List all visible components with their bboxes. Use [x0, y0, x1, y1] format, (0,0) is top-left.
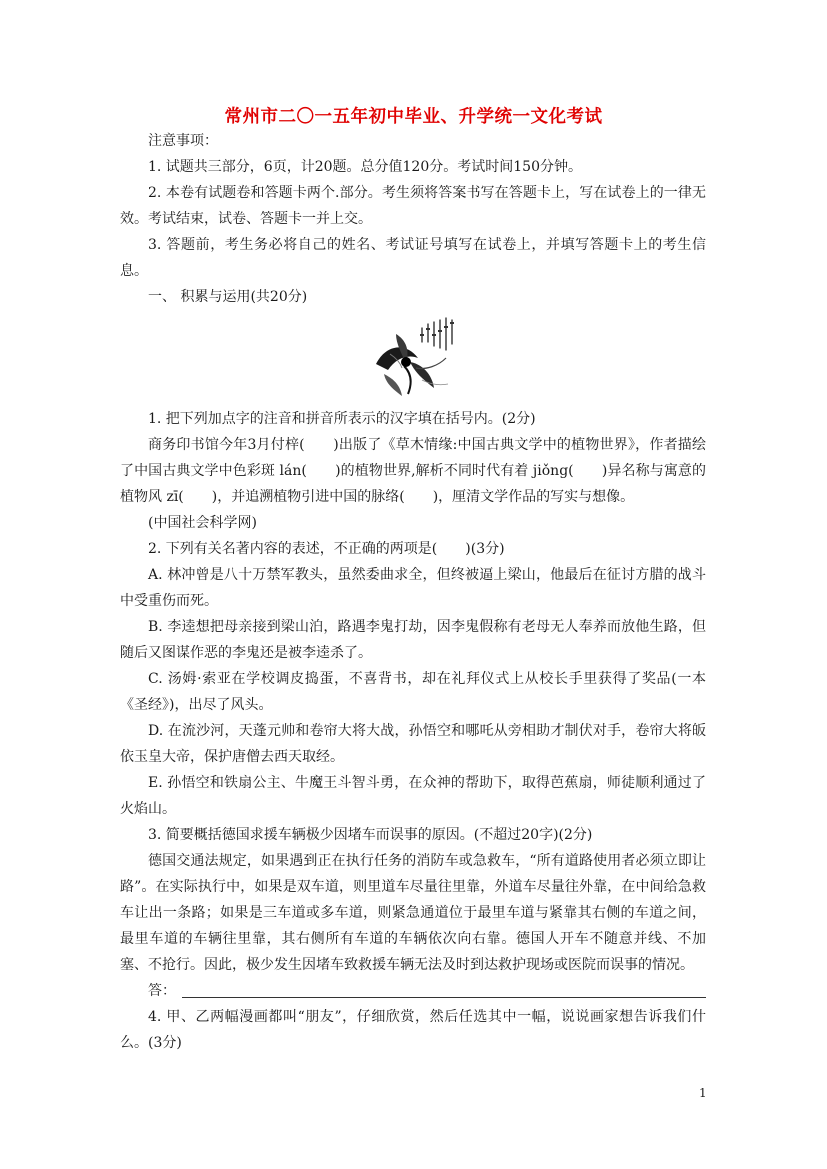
ink-painting-lotus-icon [366, 314, 460, 400]
question-3-stem: 3. 简要概括德国求援车辆极少因堵车而误事的原因。(不超过20字)(2分) [148, 827, 593, 843]
question-3-passage: 德国交通法规定，如果遇到正在执行任务的消防车或急救车，“所有道路使用者必须立即让路”。在实际执行中，如果是双车道，则里道车尽量往里靠，外道车尽量往外靠，在中间给急救车让出一条路；如果是三车道或多车道，则紧急通道位于最里车道与紧靠其右侧的车道之间，最里车道的车辆往里靠，其右侧所有车道的车辆依次向右靠。德国人开车不随意并线、不加塞、不抢行。因此，极少发生因堵车致救援车辆无法及时到达救护现场或医院而误事的情况。 [120, 853, 706, 973]
notice-item: 1. 试题共三部分，6页，计20题。总分值120分。考试时间150分钟。 [148, 159, 582, 175]
question-1-stem: 1. 把下列加点字的注音和拼音所表示的汉字填在括号内。(2分) [148, 411, 536, 427]
question-1-body: 商务印书馆今年3月付梓( )出版了《草木情缘:中国古典文学中的植物世界》，作者描绘了中国古典文学中色彩斑 lán( )的植物世界,解析不同时代有着 jiǒng( )异名称与寓意的植物风 zī( )，并追溯植物引进中国的脉络( )，厘清文学作品的写实与想像。 [120, 437, 706, 505]
notice-item: 3. 答题前，考生务必将自己的姓名、考试证号填写在试卷上，并填写答题卡上的考生信息。 [120, 237, 706, 279]
notice-item: 2. 本卷有试题卷和答题卡两个.部分。考生须将答案书写在答题卡上，写在试卷上的一律无效。考试结束，试卷、答题卡一并上交。 [120, 185, 706, 227]
question-2-option: B. 李逵想把母亲接到梁山泊，路遇李鬼打劫，因李鬼假称有老母无人奉养而放他生路，但随后又图谋作恶的李鬼还是被李逵杀了。 [120, 619, 706, 661]
question-4-stem: 4. 甲、乙两幅漫画都叫“朋友”，仔细欣赏，然后任选其中一幅，说说画家想告诉我们什么。(3分) [120, 1009, 706, 1051]
question-3-answer-line[interactable] [120, 978, 706, 1004]
question-2-option: C. 汤姆·索亚在学校调皮捣蛋，不喜背书，却在礼拜仪式上从校长手里获得了奖品(一本《圣经》)，出尽了风头。 [120, 671, 706, 713]
question-2-option: D. 在流沙河，天蓬元帅和卷帘大将大战，孙悟空和哪吒从旁相助才制伏对手，卷帘大将皈依玉皇大帝，保护唐僧去西天取经。 [120, 723, 706, 765]
question-1-source: (中国社会科学网) [148, 515, 257, 531]
ink-painting-figure [120, 314, 706, 400]
section-heading: 一、 积累与运用(共20分) [148, 289, 308, 305]
document-body [120, 128, 706, 1056]
page-title: 常州市二〇一五年初中毕业、升学统一文化考试 [224, 107, 603, 127]
answer-label: 答： [148, 983, 176, 999]
answer-underline [182, 997, 706, 998]
page-number: 1 [699, 1086, 707, 1100]
question-2-stem: 2. 下列有关名著内容的表述，不正确的两项是( )(3分) [148, 541, 505, 557]
question-2-option: A. 林冲曾是八十万禁军教头，虽然委曲求全，但终被逼上梁山，他最后在征讨方腊的战斗中受重伤而死。 [120, 567, 706, 609]
question-2-option: E. 孙悟空和铁扇公主、牛魔王斗智斗勇，在众神的帮助下，取得芭蕉扇，师徒顺利通过了火焰山。 [120, 775, 706, 817]
notice-heading: 注意事项： [148, 133, 218, 149]
